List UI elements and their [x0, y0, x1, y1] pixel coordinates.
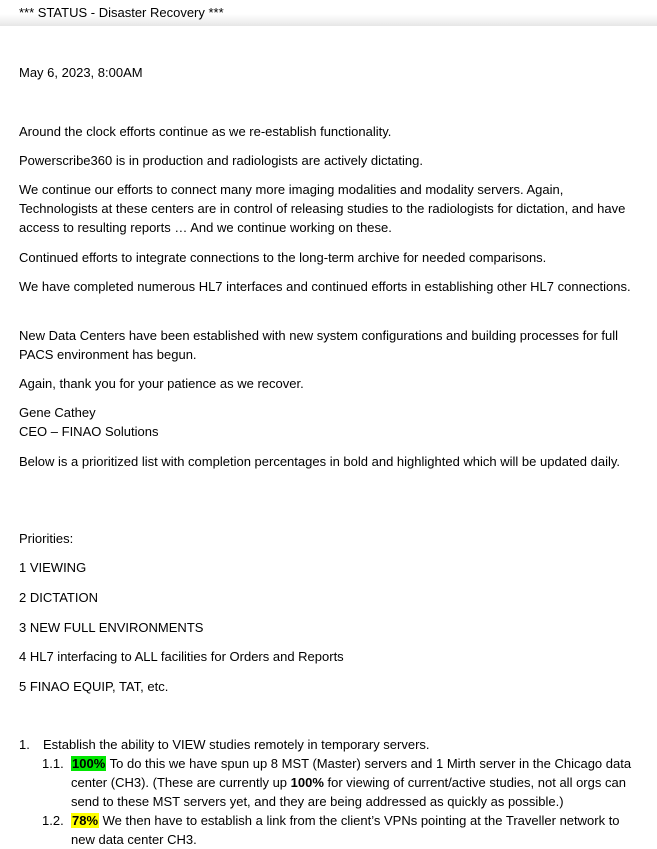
priority-item: 4 HL7 interfacing to ALL facilities for Orders and Reports: [19, 649, 344, 664]
priorities-label: Priorities:: [19, 531, 74, 546]
paragraph: Continued efforts to integrate connections to the long-term archive for needed comparisons.: [19, 250, 547, 265]
paragraph: Powerscribe360 is in production and radiologists are actively dictating.: [19, 153, 423, 168]
paragraph: Around the clock efforts continue as we re-establish functionality.: [19, 124, 392, 139]
subsection-text: [71, 811, 637, 849]
paragraph: We have completed numerous HL7 interfaces and continued efforts in establishing other HL7 connections.: [19, 279, 631, 294]
section-number: 1.: [19, 737, 30, 752]
subsection-number: 1.2.: [42, 813, 64, 828]
subsection-text-part: for viewing of current/active studies, not all orgs can send to these MST servers yet, and they are being addressed as quickly as possible.): [71, 775, 626, 809]
paragraph: Again, thank you for your patience as we recover.: [19, 376, 304, 391]
date-line: May 6, 2023, 8:00AM: [19, 65, 143, 80]
subsection-text-part: We then have to establish a link from the client’s VPNs pointing at the Traveller network to new data center CH3.: [71, 813, 620, 847]
paragraph: We continue our efforts to connect many more imaging modalities and modality servers. Again, Technologists at these centers are in control of releasing studies to the radiologists for dictation, and have access to resulting reports … And we continue working on these.: [19, 182, 626, 235]
priority-item: 3 NEW FULL ENVIRONMENTS: [19, 620, 204, 635]
signature-name: Gene Cathey: [19, 405, 96, 420]
subsection-text-part: To do this we have spun up 8 MST (Master) servers and 1 Mirth server in the Chicago data center (CH3). (These are currently up: [71, 756, 632, 790]
signature-title: CEO – FINAO Solutions: [19, 424, 159, 439]
page-title: *** STATUS - Disaster Recovery ***: [19, 5, 224, 20]
priority-item: 5 FINAO EQUIP, TAT, etc.: [19, 679, 169, 694]
percent-badge: 78%: [72, 813, 99, 828]
paragraph: New Data Centers have been established with new system configurations and building processes for full PACS environment has begun.: [19, 328, 619, 362]
section-heading: Establish the ability to VIEW studies remotely in temporary servers.: [43, 737, 430, 752]
priority-item: 1 VIEWING: [19, 560, 87, 575]
subsection-text: [71, 754, 637, 811]
percent-badge: 100%: [72, 756, 106, 771]
subsection-number: 1.1.: [42, 756, 64, 771]
list-intro: Below is a prioritized list with completion percentages in bold and highlighted which will be updated daily.: [19, 454, 620, 469]
priority-item: 2 DICTATION: [19, 590, 98, 605]
percent-inline: 100%: [290, 775, 324, 790]
